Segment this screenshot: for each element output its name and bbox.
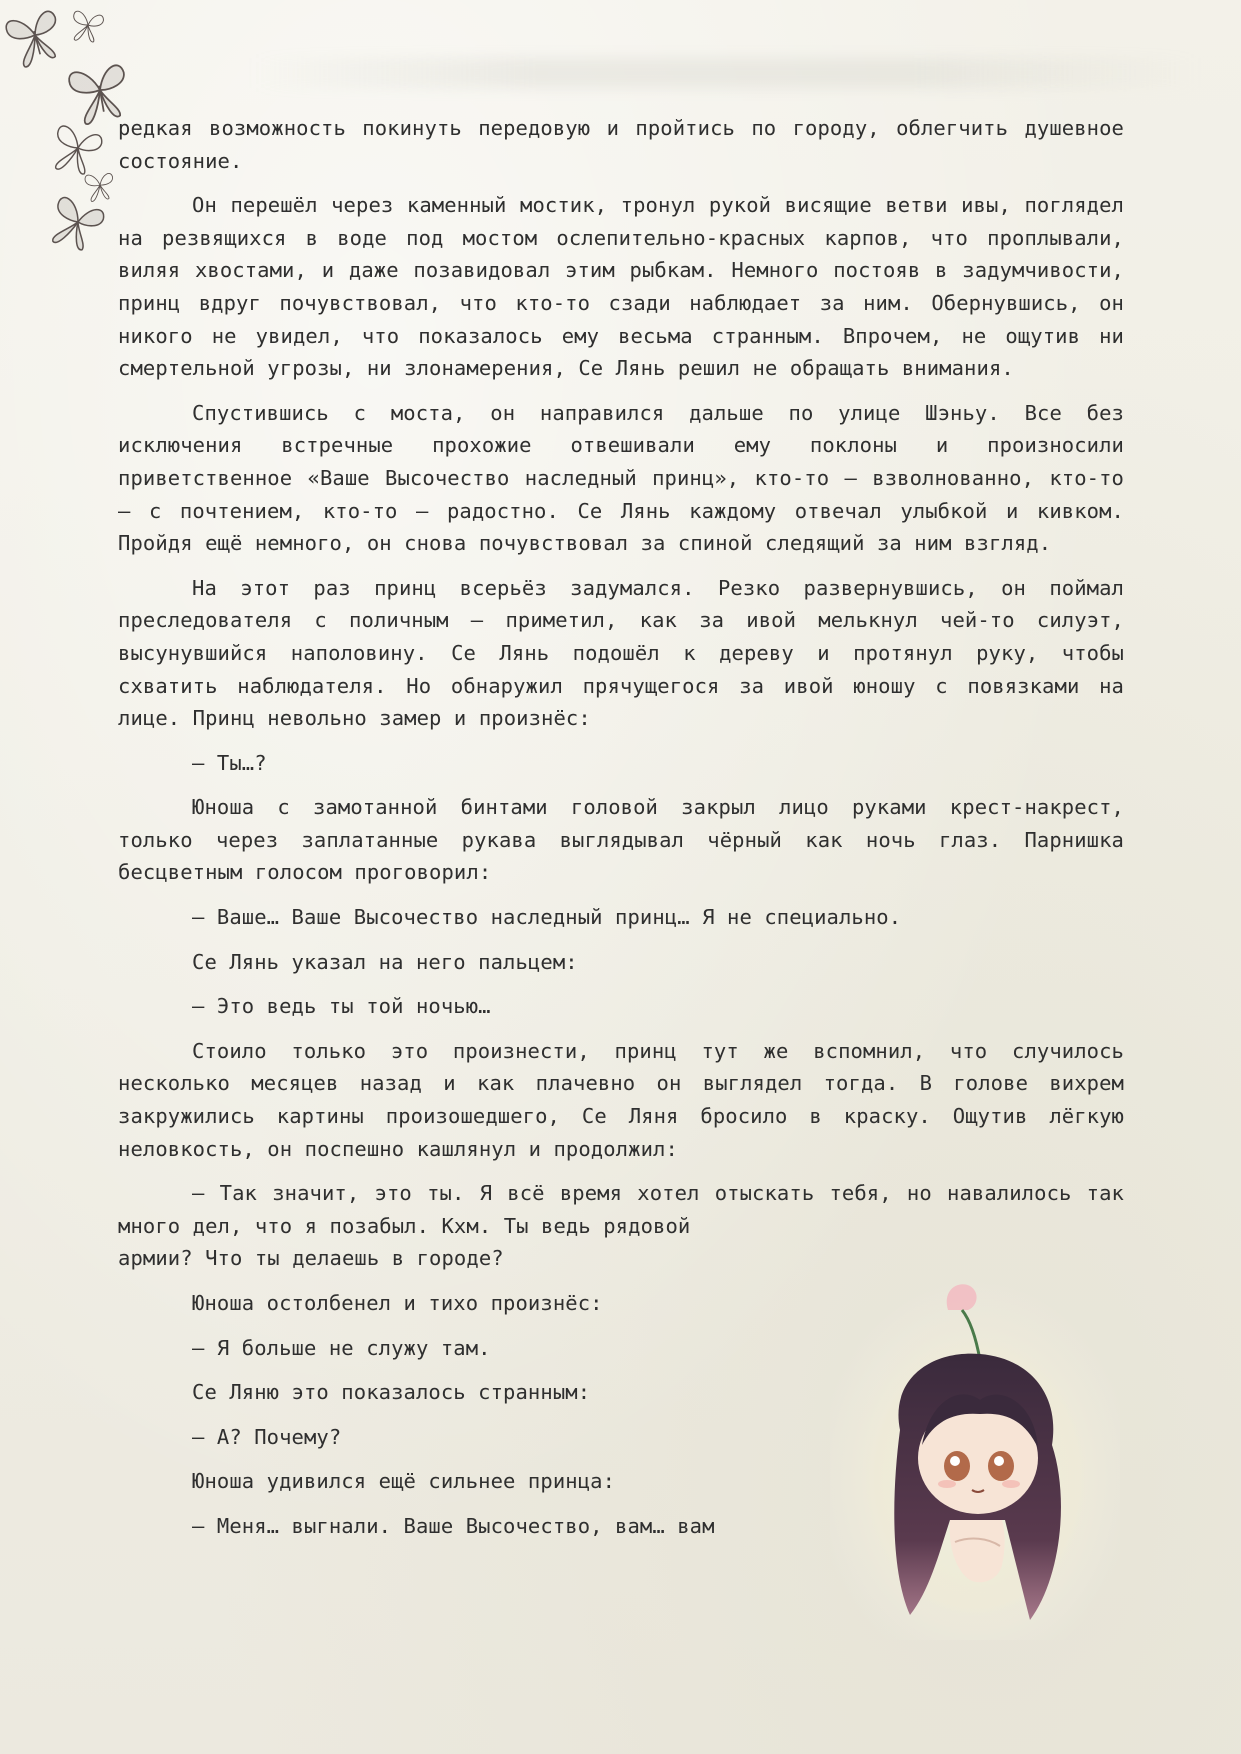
paragraph: Се Ляню это показалось странным: [192, 1380, 591, 1405]
paragraph: На этот раз принц всерьёз задумался. Резко развернувшись, он поймал преследователя с поличным — приметил, как за ивой мелькнул чей-то силуэт, высунувшийся наполовину. Се Лянь подошёл к дереву и протянул руку, чтобы схватить наблюдателя. Но обнаружил прячущегося за ивой юношу с повязками на лице. Принц невольно замер и произнёс: [118, 575, 1124, 731]
dialogue-line: — Это ведь ты той ночью… [192, 994, 491, 1019]
dialogue-line-continued: армии? Что ты делаешь в городе? [118, 1246, 504, 1271]
paragraph: редкая возможность покинуть передовую и пройтись по городу, облегчить душевное состояние. [118, 116, 1124, 173]
paragraph: Юноша с замотанной бинтами головой закрыл лицо руками крест-накрест, только через заплатанные рукава выглядывал чёрный как ночь глаз. Парнишка бесцветным голосом проговорил: [118, 795, 1124, 885]
dialogue-line: — Так значит, это ты. Я всё время хотел отыскать тебя, но навалилось так много дел, что я позабыл. Кхм. Ты ведь рядовой [118, 1181, 1124, 1238]
paragraph: Се Лянь указал на него пальцем: [192, 949, 578, 974]
faded-header-watermark [250, 58, 1200, 88]
paragraph: Спустившись с моста, он направился дальше по улице Шэньу. Все без исключения встречные прохожие отвешивали ему поклоны и произносили приветственное «Ваше Высочество наследный принц», кто-то — взволнованно, кто-то — с почтением, кто-то — радостно. Се Лянь каждому отвечал улыбкой и кивком. Пройдя ещё немного, он снова почувствовал за спиной следящий за ним взгляд. [118, 400, 1124, 556]
paragraph: Юноша остолбенел и тихо произнёс: [192, 1291, 603, 1315]
dialogue-line: — Ваше… Ваше Высочество наследный принц… Я не специально. [192, 905, 902, 930]
paragraph: Стоило только это произнести, принц тут же вспомнил, что случилось несколько месяцев назад и как плачевно он выглядел тогда. В голове вихрем закружились картины произошедшего, Се Ляня бросило в краску. Ощутив лёгкую неловкость, он поспешно кашлянул и продолжил: [118, 1038, 1124, 1161]
dialogue-line: — А? Почему? [192, 1424, 342, 1449]
dialogue-line: — Я больше не служу там. [192, 1335, 491, 1360]
paragraph: Юноша удивился ещё сильнее принца: [192, 1469, 616, 1494]
paragraph: Он перешёл через каменный мостик, тронул рукой висящие ветви ивы, поглядел на резвящихся в воде под мостом ослепительно-красных карпов, что проплывали, виляя хвостами, и даже позавидовал этим рыбкам. Немного постояв в задумчивости, принц вдруг почувствовал, что кто-то сзади наблюдает за ним. Обернувшись, он никого не увидел, что показалось ему весьма странным. Впрочем, не ощутив ни смертельной угрозы, ни злонамерения, Се Лянь решил не обращать внимания. [118, 193, 1124, 381]
dialogue-line: — Ты…? [192, 750, 267, 775]
chibi-character-icon [830, 1280, 1120, 1640]
dialogue-line: — Меня… выгнали. Ваше Высочество, вам… вам [192, 1513, 715, 1538]
